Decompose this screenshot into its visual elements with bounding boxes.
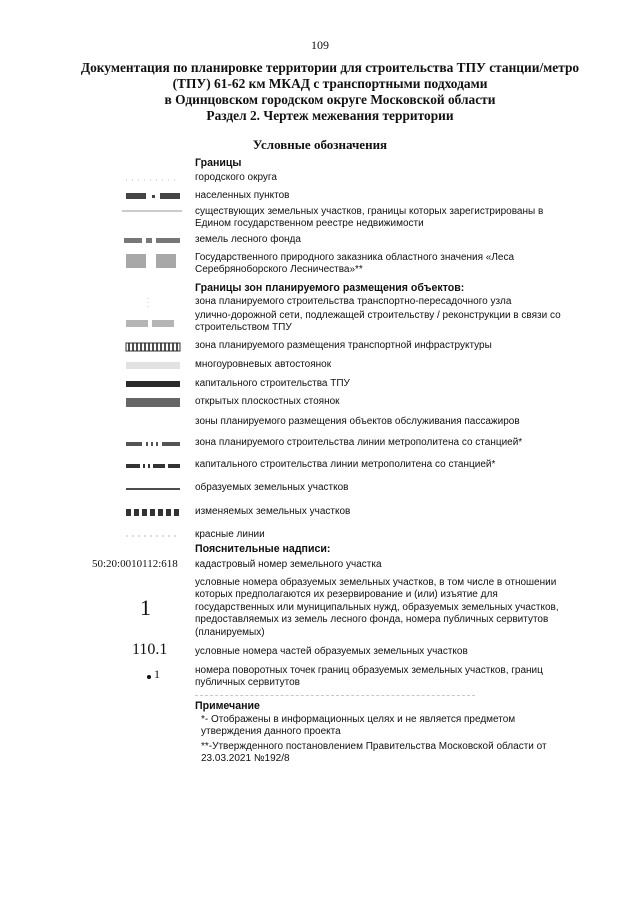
separator-line — [195, 695, 475, 696]
document-title — [60, 60, 600, 124]
legend-title: Условные обозначения — [252, 137, 388, 152]
legend-text: красные линии — [195, 529, 265, 540]
legend-text: капитального строительства линии метрополитена со станцией* — [195, 459, 496, 470]
formed-plot-boundary-symbol — [118, 482, 184, 500]
tpu-capital-construction-symbol — [118, 378, 184, 396]
note-2 — [201, 741, 566, 766]
legend-text: населенных пунктов — [195, 190, 290, 201]
title-line-2: (ТПУ) 61-62 км МКАД с транспортными подходами — [172, 76, 488, 91]
legend-text: зона планируемого строительства линии метрополитена со станцией* — [195, 437, 523, 448]
forest-fund-boundary-symbol — [118, 234, 184, 252]
modified-plot-boundary-symbol — [118, 506, 184, 524]
existing-plot-boundary-symbol — [118, 206, 184, 224]
page-number: 109 — [311, 38, 329, 52]
turning-point-number-sample: 1 — [154, 667, 160, 681]
legend-text: условные номера образуемых земельных участков, в том числе в отношении которых предполагаются их резервирование и (или) изъятие для государственных или муниципальных нужд, образуемых земельных участков, предоставляемых из земель лесного фонда, номера публичных сервитутов (планируемых) — [195, 577, 559, 638]
section-header-borders: Границы — [195, 157, 242, 169]
open-parking-symbol — [118, 396, 184, 414]
note-2-text: **-Утвержденного постановлением Правительства Московской области от 23.03.2021 №192/8 — [201, 741, 547, 765]
legend-text: номера поворотных точек границ образуемых земельных участков, границ публичных сервитутов — [195, 665, 543, 689]
metro-capital-construction-symbol — [118, 459, 184, 477]
legend-text: зоны планируемого размещения объектов обслуживания пассажиров — [195, 416, 520, 427]
legend-text: городского округа — [195, 172, 277, 183]
note-1 — [201, 714, 551, 739]
road-network-zone-symbol — [118, 314, 184, 332]
plot-part-number-sample: 110.1 — [132, 641, 168, 658]
legend-text: капитального строительства ТПУ — [195, 378, 350, 389]
red-lines-symbol — [118, 529, 184, 547]
legend-text: существующих земельных участков, границы которых зарегистрированы в Едином государственном реестре недвижимости — [195, 206, 544, 230]
legend-text: открытых плоскостных стоянок — [195, 396, 340, 407]
city-district-boundary-symbol — [118, 172, 184, 190]
legend-text: изменяемых земельных участков — [195, 506, 351, 517]
transport-infrastructure-zone-symbol — [118, 340, 184, 358]
tpu-zone-boundary-symbol — [118, 296, 184, 314]
turning-point-dot-icon — [147, 675, 151, 679]
legend-text: многоуровневых автостоянок — [195, 359, 332, 370]
legend-text: условные номера частей образуемых земельных участков — [195, 646, 468, 657]
legend-text: улично-дорожной сети, подлежащей строительству / реконструкции в связи со строительством ТПУ — [195, 310, 561, 334]
plot-number-sample: 1 — [140, 595, 151, 620]
note-1-text: *- Отображены в информационных целях и не является предметом утверждения данного проекта — [201, 714, 516, 738]
cadastral-number-sample: 50:20:0010112:618 — [92, 558, 178, 570]
note-title: Примечание — [195, 700, 260, 712]
legend-text: Государственного природного заказника областного значения «Леса Серебряноборского Лесничества»** — [195, 252, 515, 276]
title-line-1: Документация по планировке территории для строительства ТПУ станции/метро — [80, 60, 580, 75]
metro-line-zone-symbol — [118, 437, 184, 455]
section-header-zones: Границы зон планируемого размещения объектов: — [195, 282, 465, 294]
legend-text: земель лесного фонда — [195, 234, 301, 245]
legend-text: зона планируемого размещения транспортной инфраструктуры — [195, 340, 492, 351]
title-line-3: в Одинцовском городском округе Московской области — [164, 92, 496, 107]
legend-text: образуемых земельных участков — [195, 482, 349, 493]
nature-reserve-boundary-symbol — [118, 252, 184, 270]
title-line-4: Раздел 2. Чертеж межевания территории — [206, 108, 454, 123]
legend-text: зона планируемого строительства транспортно-пересадочного узла — [195, 296, 512, 307]
legend-text: кадастровый номер земельного участка — [195, 559, 382, 570]
multilevel-parking-symbol — [118, 359, 184, 377]
section-header-explanatory: Пояснительные надписи: — [195, 543, 331, 555]
